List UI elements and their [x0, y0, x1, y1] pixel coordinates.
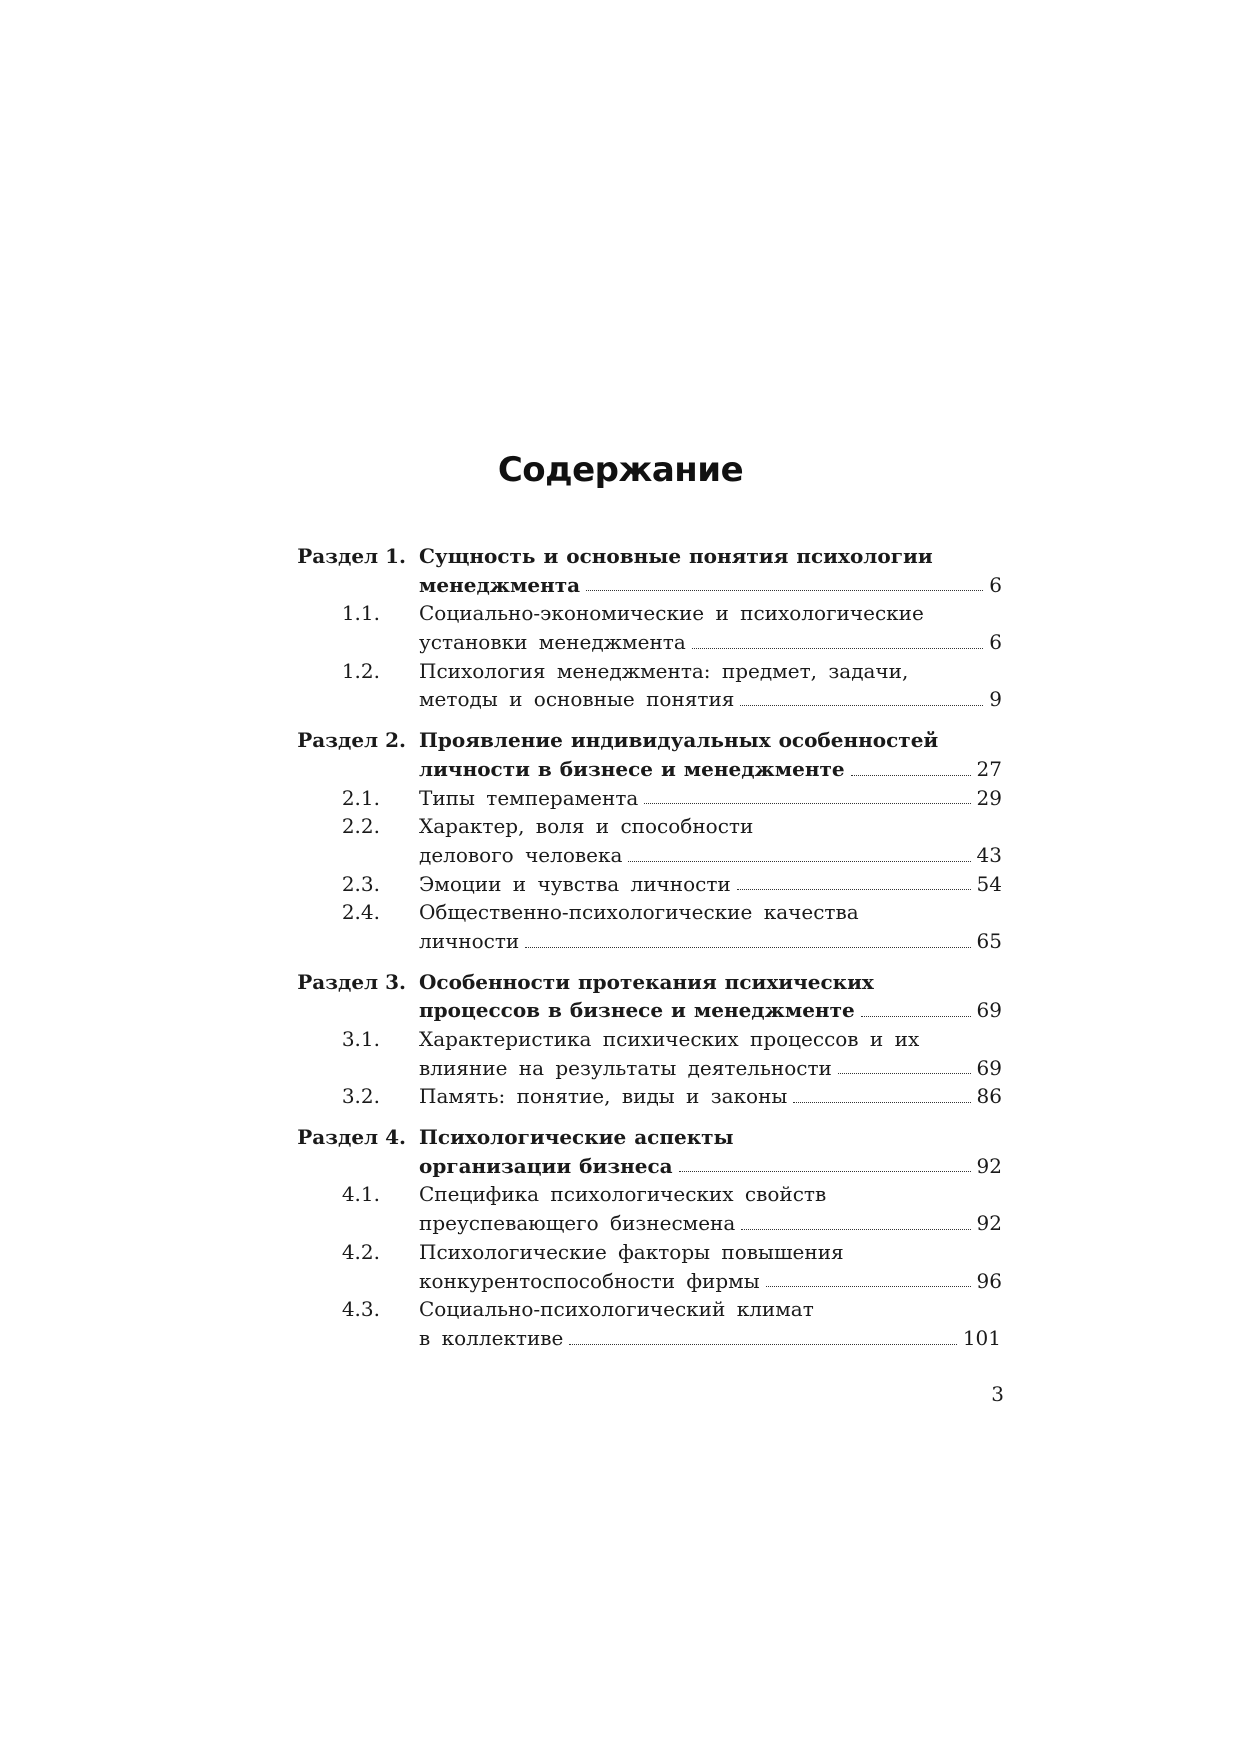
item-leader-line: [419, 927, 1002, 956]
toc-item-line: [0, 1295, 1241, 1324]
toc-item-line: [0, 1324, 1241, 1353]
toc-item-line: [0, 784, 1241, 813]
toc-item-line: [0, 628, 1241, 657]
dot-leader: [692, 628, 984, 649]
item-title-line: Психологические факторы повышения: [419, 1239, 844, 1264]
toc-section-line: [0, 542, 1241, 571]
item-number: 4.3.: [341, 1297, 380, 1322]
dot-leader: [644, 784, 970, 805]
item-title-line: Психология менеджмента: предмет, задачи,: [419, 658, 909, 683]
toc-item-line: [0, 870, 1241, 899]
page-ref: 29: [976, 785, 1002, 810]
dot-leader: [628, 841, 970, 862]
page-ref: 6: [989, 630, 1002, 655]
item-title-line: Эмоции и чувства личности: [419, 871, 731, 896]
dot-leader: [740, 685, 983, 706]
page-ref: 27: [976, 756, 1002, 781]
item-title-line: личности: [419, 928, 520, 953]
item-leader-line: [419, 1054, 1002, 1083]
item-leader-line: [419, 784, 1002, 813]
toc-item-line: [0, 1209, 1241, 1238]
page-ref: 69: [976, 1055, 1002, 1080]
dot-leader: [766, 1267, 971, 1288]
toc-item-line: [0, 685, 1241, 714]
section-leader-line: [419, 996, 1002, 1025]
item-title-line: Характер, воля и способности: [419, 814, 754, 839]
item-number: 3.1.: [341, 1027, 380, 1051]
dot-leader: [679, 1152, 971, 1173]
item-number: 1.1.: [341, 601, 380, 626]
item-number: 2.2.: [341, 814, 380, 839]
toc-item-line: [0, 1238, 1241, 1267]
item-title-line: влияние на результаты деятельности: [419, 1055, 832, 1080]
page-ref: 92: [976, 1153, 1002, 1178]
section-label: Раздел 2.: [297, 728, 406, 753]
page-ref: 69: [976, 998, 1002, 1023]
page-number: 3: [991, 1382, 1004, 1406]
item-leader-line: [419, 1209, 1002, 1238]
item-title-line: Социально-психологический климат: [419, 1297, 814, 1322]
item-title-line: Характеристика психических процессов и их: [419, 1027, 920, 1051]
page-ref: 43: [976, 842, 1002, 867]
section-gap: [0, 1111, 1241, 1123]
toc-item-line: [0, 1180, 1241, 1209]
toc-item-line: [0, 1054, 1241, 1083]
dot-leader: [851, 755, 971, 776]
item-number: 4.1.: [341, 1182, 380, 1207]
toc-section-line: [0, 755, 1241, 784]
page-ref: 92: [976, 1211, 1002, 1236]
dot-leader: [793, 1082, 970, 1103]
item-title-line: Память: понятие, виды и законы: [419, 1084, 788, 1109]
toc-item-line: [0, 812, 1241, 841]
item-leader-line: [419, 870, 1002, 899]
toc-item-line: [0, 657, 1241, 686]
dot-leader: [569, 1324, 956, 1345]
item-title-line: Типы темперамента: [419, 785, 639, 810]
dot-leader: [741, 1209, 970, 1230]
item-leader-line: [419, 685, 1002, 714]
toc-item-line: [0, 841, 1241, 870]
dot-leader: [737, 870, 971, 891]
section-title-line: Особенности протекания психических: [419, 969, 874, 994]
item-number: 3.2.: [341, 1084, 380, 1109]
page-ref: 96: [976, 1268, 1002, 1293]
table-of-contents: [0, 542, 1241, 1353]
item-title-line: Общественно-психологические качества: [419, 900, 859, 925]
item-leader-line: [419, 628, 1002, 657]
section-gap: [0, 956, 1241, 968]
section-gap: [0, 714, 1241, 726]
toc-section-line: [0, 1152, 1241, 1181]
dot-leader: [861, 996, 971, 1017]
item-title-line: установки менеджмента: [419, 630, 686, 655]
item-title-line: в коллективе: [419, 1325, 564, 1350]
toc-item-line: [0, 927, 1241, 956]
item-number: 4.2.: [341, 1239, 380, 1264]
item-number: 2.4.: [341, 900, 380, 925]
section-title-line: Проявление индивидуальных особенностей: [419, 728, 939, 753]
item-number: 2.1.: [341, 785, 380, 810]
item-leader-line: [419, 1082, 1002, 1111]
page-ref: 86: [976, 1084, 1002, 1109]
item-leader-line: [419, 1267, 1002, 1296]
section-label: Раздел 3.: [297, 969, 406, 994]
item-title-line: Социально-экономические и психологические: [419, 601, 924, 626]
section-label: Раздел 4.: [297, 1125, 406, 1150]
toc-item-line: [0, 1025, 1241, 1054]
toc-section-line: [0, 726, 1241, 755]
section-leader-line: [419, 1152, 1002, 1181]
section-leader-line: [419, 571, 1002, 600]
dot-leader: [525, 927, 970, 948]
section-title-line: Психологические аспекты: [419, 1125, 734, 1150]
page-ref: 54: [976, 871, 1002, 896]
dot-leader: [838, 1054, 971, 1075]
toc-item-line: [0, 1267, 1241, 1296]
item-leader-line: [419, 1324, 1001, 1353]
toc-section-line: [0, 996, 1241, 1025]
page-ref: 101: [962, 1325, 1001, 1350]
section-title-line: менеджмента: [419, 572, 581, 597]
toc-item-line: [0, 599, 1241, 628]
item-title-line: Специфика психологических свойств: [419, 1182, 827, 1207]
section-title-line: процессов в бизнесе и менеджменте: [419, 998, 855, 1023]
page-ref: 6: [989, 572, 1002, 597]
section-title-line: организации бизнеса: [419, 1153, 673, 1178]
item-number: 1.2.: [341, 658, 380, 683]
page-ref: 65: [976, 928, 1002, 953]
section-leader-line: [419, 755, 1002, 784]
section-label: Раздел 1.: [297, 544, 406, 568]
toc-item-line: [0, 898, 1241, 927]
item-title-line: методы и основные понятия: [419, 687, 735, 712]
section-title-line: личности в бизнесе и менеджменте: [419, 756, 845, 781]
toc-item-line: [0, 1082, 1241, 1111]
dot-leader: [586, 571, 983, 592]
page-ref: 9: [989, 687, 1002, 712]
section-title-line: Сущность и основные понятия психологии: [419, 544, 933, 568]
page-title: Содержание: [497, 450, 744, 490]
item-number: 2.3.: [341, 871, 380, 896]
item-leader-line: [419, 841, 1002, 870]
toc-section-line: [0, 571, 1241, 600]
item-title-line: преуспевающего бизнесмена: [419, 1211, 736, 1236]
item-title-line: конкурентоспособности фирмы: [419, 1268, 760, 1293]
toc-section-line: [0, 968, 1241, 997]
toc-section-line: [0, 1123, 1241, 1152]
item-title-line: делового человека: [419, 842, 623, 867]
